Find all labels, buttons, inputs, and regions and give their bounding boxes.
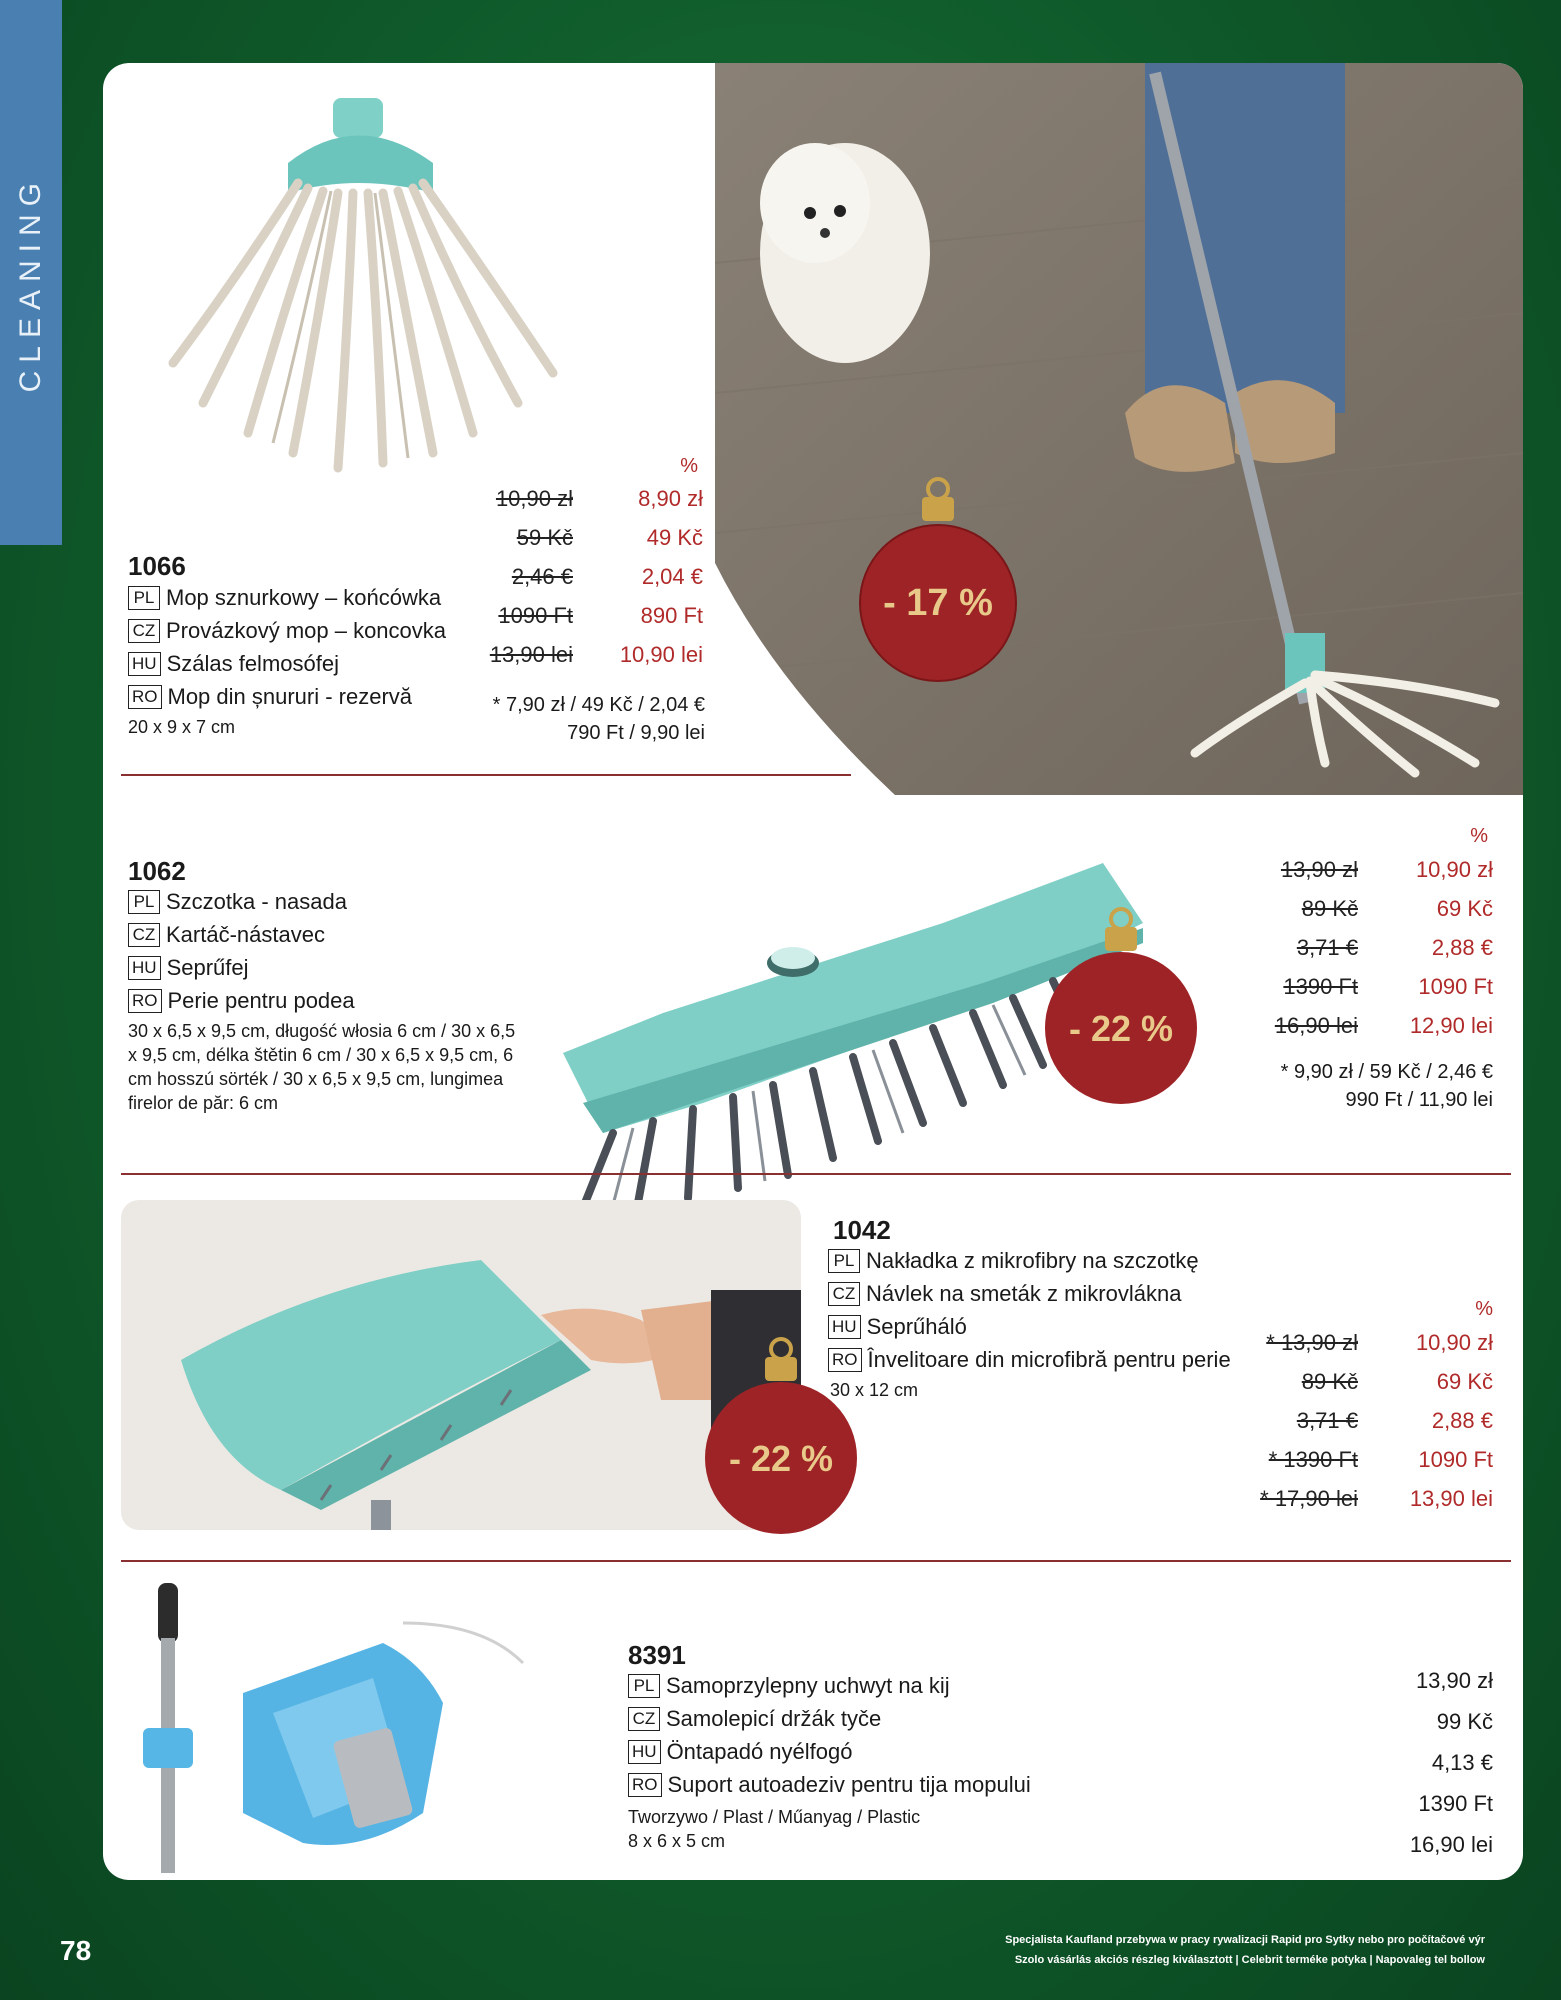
old-price: * 1390 Ft <box>1268 1446 1358 1472</box>
lang-badge: RO <box>828 1348 862 1372</box>
product-names <box>128 885 355 1017</box>
old-price: * 13,90 zł <box>1266 1329 1358 1355</box>
product-name: Samolepicí držák tyče <box>666 1706 882 1731</box>
price: 16,90 lei <box>1409 1832 1493 1857</box>
footer-note <box>845 1930 1485 1970</box>
new-price: 8,90 zł <box>638 485 703 511</box>
product-code: 8391 <box>628 1640 686 1670</box>
price-table <box>1248 1323 1493 1518</box>
price-note-line: * 9,90 zł / 59 Kč / 2,46 € <box>1280 1061 1493 1083</box>
old-price: 59 Kč <box>516 524 573 550</box>
price: 4,13 € <box>1431 1750 1493 1775</box>
product-code: 1042 <box>833 1215 891 1245</box>
old-price: * 17,90 lei <box>1260 1485 1358 1511</box>
section-divider <box>121 1560 1511 1562</box>
lang-badge: PL <box>828 1249 860 1273</box>
microfiber-cover-photo <box>121 1200 801 1530</box>
new-price: 1090 Ft <box>1418 973 1493 999</box>
product-dims: 30 x 6,5 x 9,5 cm, długość włosia 6 cm / 30 x 6,5 x 9,5 cm, délka štětin 6 cm / 30 x 6,5 x 9,5 cm, 6 cm hosszú sörték / 30 x 6,5 x 9,5 cm, lungimea firelor de păr: 6 cm <box>128 1021 516 1113</box>
discount-ornament <box>1041 903 1201 1133</box>
price: 99 Kč <box>1436 1709 1493 1734</box>
old-price: 2,46 € <box>511 563 573 589</box>
old-price: 3,71 € <box>1296 1407 1358 1433</box>
product-name: Mop sznurkowy – końcówka <box>166 585 442 610</box>
product-code: 1062 <box>128 856 186 886</box>
old-price: 16,90 lei <box>1274 1012 1358 1038</box>
product-material: Tworzywo / Plast / Műanyag / Plastic <box>628 1807 921 1827</box>
new-price: 2,04 € <box>641 563 703 589</box>
old-price: 3,71 € <box>1296 934 1358 960</box>
price-note <box>1203 1058 1493 1114</box>
product-name: Kartáč-nástavec <box>166 922 325 947</box>
price-table <box>1248 850 1493 1045</box>
lang-badge: HU <box>828 1315 861 1339</box>
section-divider <box>121 1173 1511 1175</box>
product-name: Szálas felmosófej <box>166 651 339 676</box>
new-price: 10,90 zł <box>1415 1329 1493 1355</box>
product-name: Învelitoare din microfibră pentru perie <box>867 1347 1231 1372</box>
lang-badge: CZ <box>628 1707 660 1731</box>
discount-label: - 17 % <box>883 582 993 624</box>
old-price: 89 Kč <box>1301 1368 1358 1394</box>
product-name: Szczotka - nasada <box>166 889 347 914</box>
product-name: Provázkový mop – koncovka <box>166 618 447 643</box>
product-name: Návlek na smeták z mikrovlákna <box>866 1281 1182 1306</box>
product-name: Seprűháló <box>866 1314 967 1339</box>
lang-badge: CZ <box>128 923 160 947</box>
lang-badge: HU <box>628 1740 661 1764</box>
price-note-line: 990 Ft / 11,90 lei <box>1345 1089 1493 1111</box>
product-name: Samoprzylepny uchwyt na kij <box>666 1673 950 1698</box>
price-table <box>463 479 703 674</box>
product-dims: 30 x 12 cm <box>830 1380 919 1400</box>
percent-sign: % <box>680 455 698 477</box>
new-price: 10,90 zł <box>1415 856 1493 882</box>
lang-badge: CZ <box>828 1282 860 1306</box>
product-name: Suport autoadeziv pentru tija mopului <box>667 1772 1031 1797</box>
new-price: 49 Kč <box>646 524 703 550</box>
price-note <box>433 691 705 747</box>
new-price: 890 Ft <box>640 602 703 628</box>
new-price: 2,88 € <box>1431 934 1493 960</box>
product-dims: 8 x 6 x 5 cm <box>628 1831 726 1851</box>
discount-label: - 22 % <box>1068 1008 1174 1049</box>
new-price: 2,88 € <box>1431 1407 1493 1433</box>
floor-scene-photo <box>715 63 1523 795</box>
lang-badge: PL <box>628 1674 660 1698</box>
price-table <box>1303 1668 1493 1873</box>
product-dims: 20 x 9 x 7 cm <box>128 717 236 737</box>
old-price: 89 Kč <box>1301 895 1358 921</box>
product-name: Nakładka z mikrofibry na szczotkę <box>866 1248 1199 1273</box>
new-price: 69 Kč <box>1436 1368 1493 1394</box>
footer-note-line: Specjalista Kaufland przebywa w pracy rywalizacji Rapid pro Sytky nebo pro počítačové výr <box>1005 1934 1485 1946</box>
discount-label: - 22 % <box>728 1438 834 1479</box>
percent-sign: % <box>1470 825 1488 847</box>
new-price: 1090 Ft <box>1418 1446 1493 1472</box>
lang-badge: PL <box>128 890 160 914</box>
product-names <box>128 581 446 713</box>
product-name: Öntapadó nyélfogó <box>666 1739 853 1764</box>
product-name: Perie pentru podea <box>167 988 355 1013</box>
old-price: 13,90 lei <box>489 641 573 667</box>
new-price: 69 Kč <box>1436 895 1493 921</box>
new-price: 10,90 lei <box>619 641 703 667</box>
mop-head-image <box>133 73 613 493</box>
old-price: 13,90 zł <box>1280 856 1358 882</box>
percent-sign: % <box>1475 1298 1493 1320</box>
price-note-line: * 7,90 zł / 49 Kč / 2,04 € <box>492 694 705 716</box>
discount-ornament <box>858 473 1018 703</box>
lang-badge: HU <box>128 652 161 676</box>
page-number: 78 <box>60 1935 92 1966</box>
product-code: 1066 <box>128 551 186 581</box>
price: 1390 Ft <box>1418 1791 1493 1816</box>
product-names <box>628 1669 1031 1801</box>
lang-badge: CZ <box>128 619 160 643</box>
lang-badge: RO <box>128 685 162 709</box>
lang-badge: RO <box>128 989 162 1013</box>
price-note-line: 790 Ft / 9,90 lei <box>567 722 705 744</box>
old-price: 1390 Ft <box>1283 973 1358 999</box>
new-price: 12,90 lei <box>1409 1012 1493 1038</box>
lang-badge: HU <box>128 956 161 980</box>
handle-holder-image <box>123 1583 573 1873</box>
product-name: Mop din șnururi - rezervă <box>167 684 413 709</box>
old-price: 1090 Ft <box>498 602 573 628</box>
catalog-card <box>103 63 1523 1880</box>
lang-badge: RO <box>628 1773 662 1797</box>
footer-note-line: Szolo vásárlás akciós részleg kiválasztott | Celebrit terméke potyka | Napovaleg tel bollow <box>1014 1954 1485 1966</box>
section-tab-label: CLEANING <box>14 175 47 393</box>
product-names <box>828 1244 1231 1376</box>
section-tab <box>0 0 62 545</box>
section-divider <box>121 774 851 776</box>
lang-badge: PL <box>128 586 160 610</box>
new-price: 13,90 lei <box>1409 1485 1493 1511</box>
old-price: 10,90 zł <box>495 485 573 511</box>
product-name: Seprűfej <box>166 955 249 980</box>
price: 13,90 zł <box>1415 1668 1493 1693</box>
